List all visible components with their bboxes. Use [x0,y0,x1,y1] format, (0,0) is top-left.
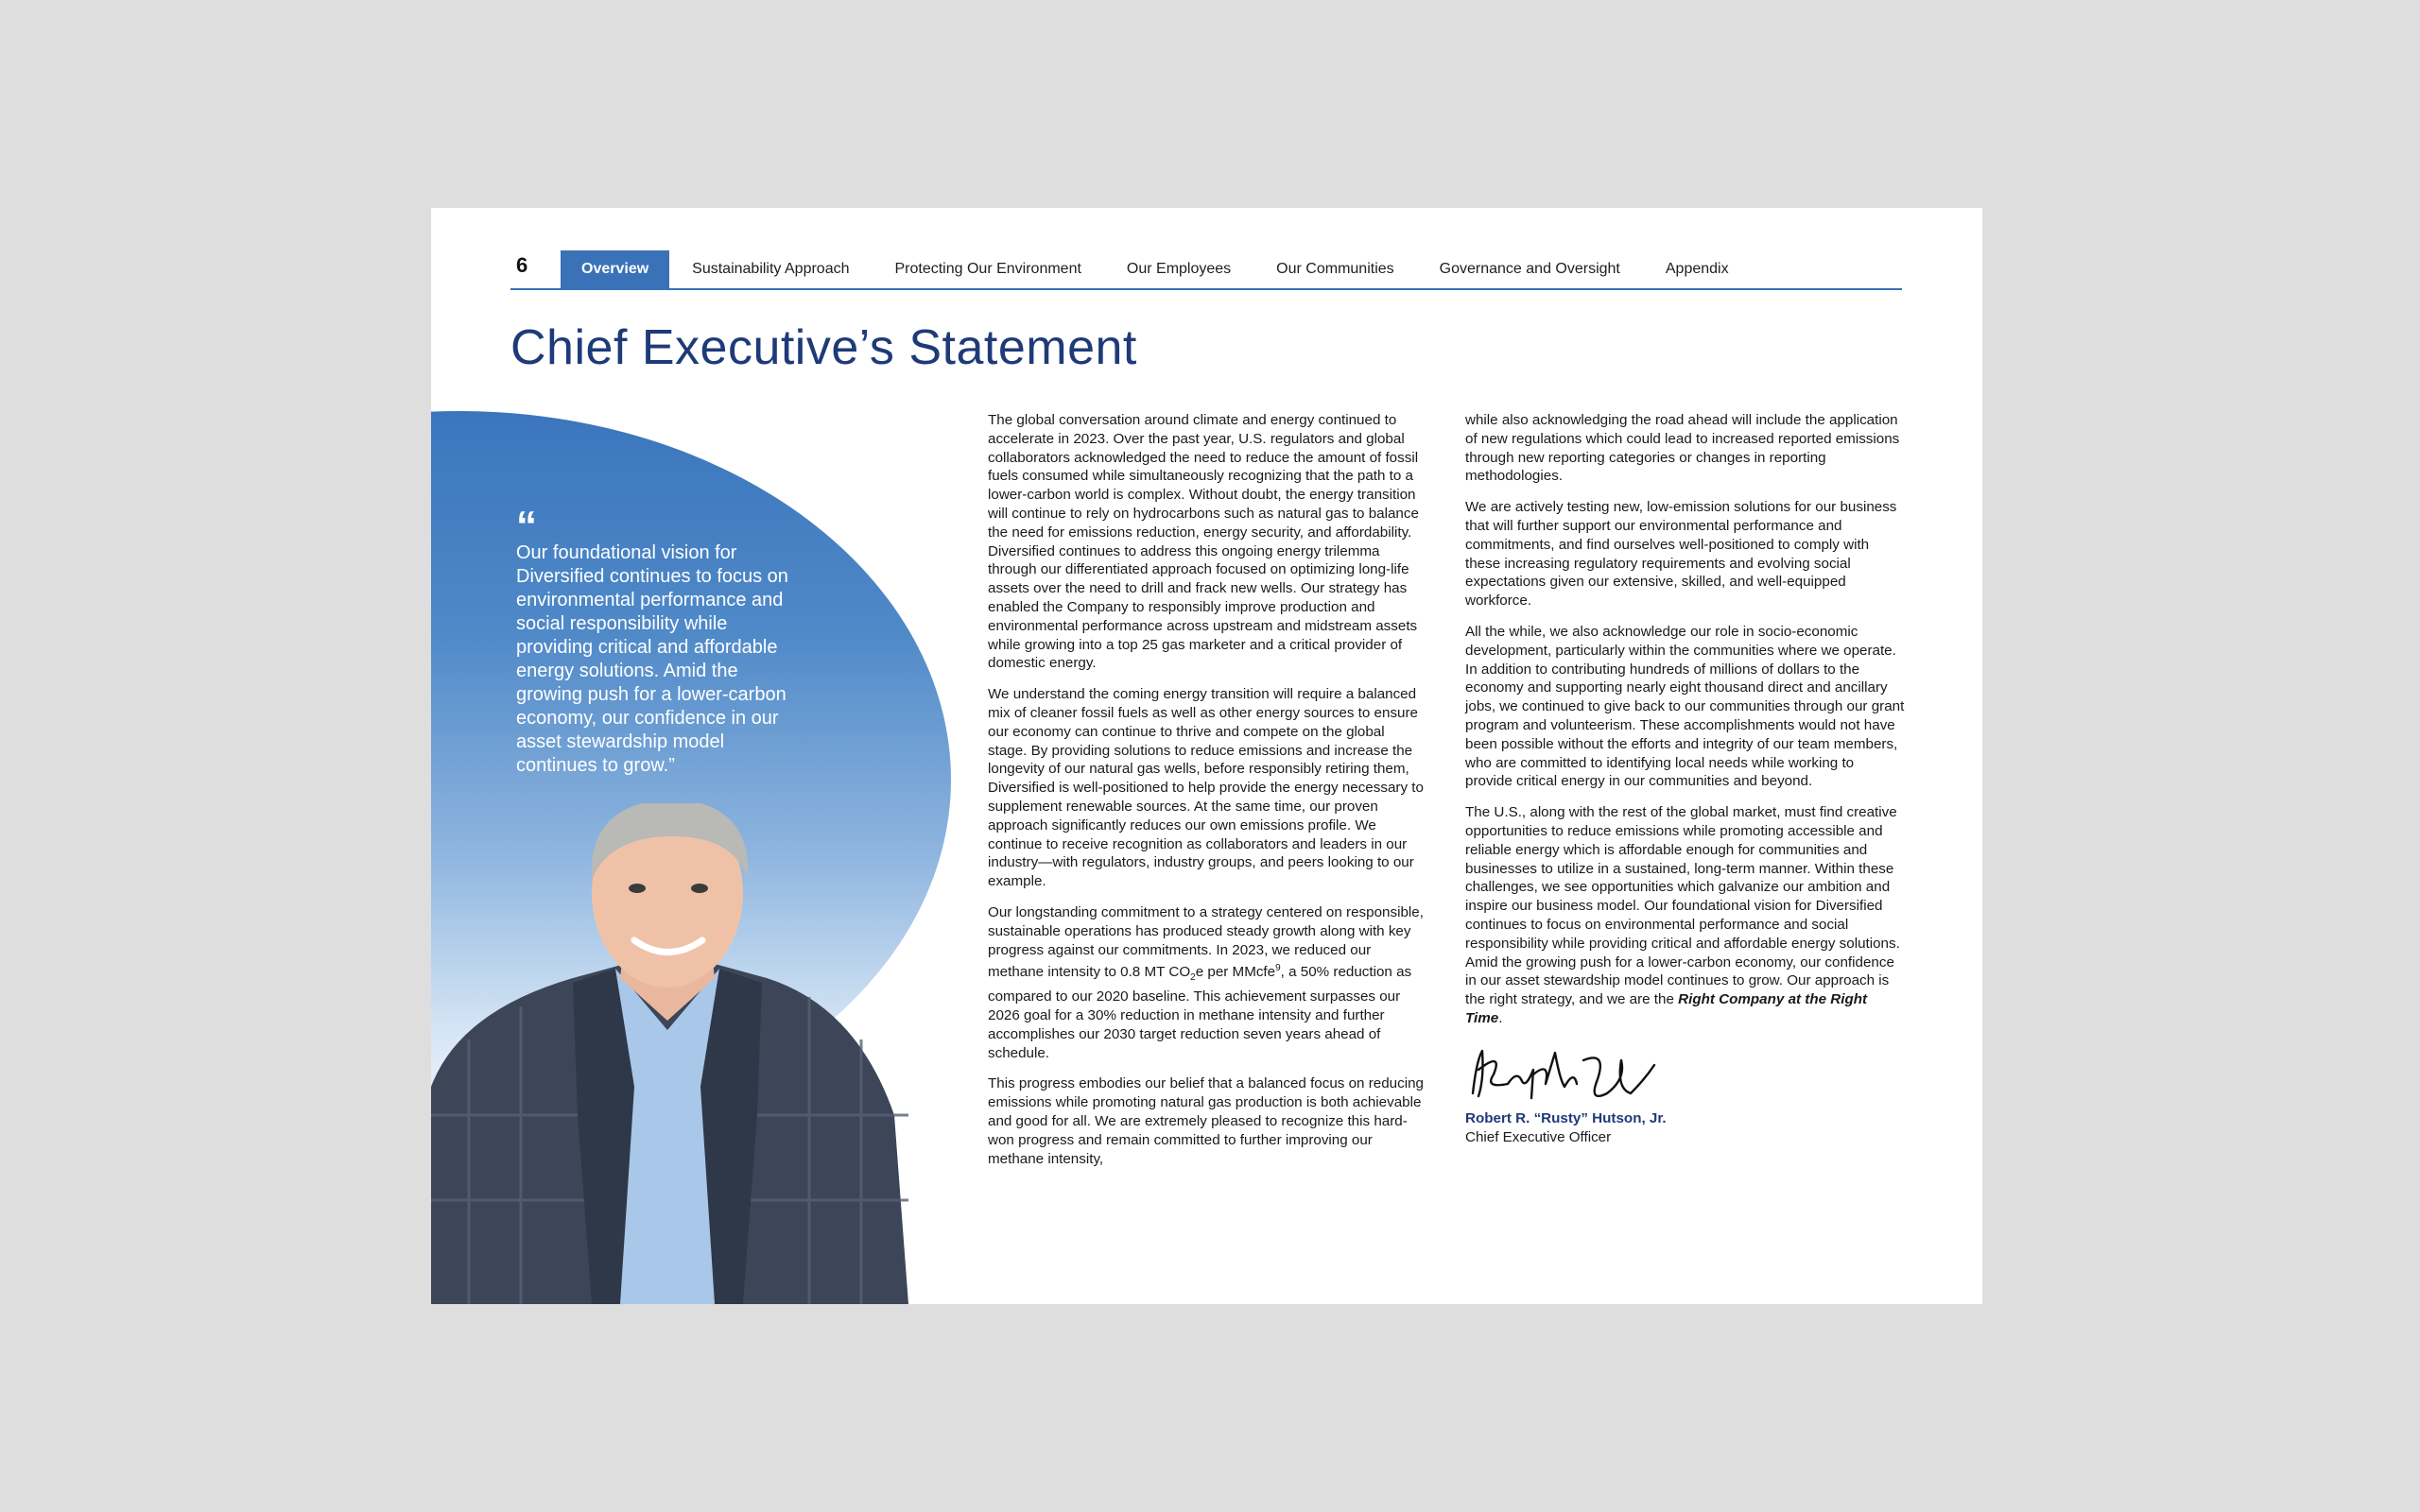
paragraph: The global conversation around climate and energy continued to accelerate in 2023. Over the past year, U.S. regulators and global collaborators acknowledged the need to reduce the amount of fossil fuels consumed while simultaneously recognizing that the path to a lower-carbon world is complex. Without doubt, the energy transition will continue to rely on hydrocarbons such as natural gas to balance the need for emissions reduction, energy security, and affordability. Diversified continues to address this ongoing energy trilemma through our differentiated approach focused on optimizing long-life assets over the need to drill and frack new wells. Our strategy has enabled the Company to responsibly improve production and environmental performance across upstream and midstream assets while growing into a top 25 gas marketer and a critical provider of domestic energy. [988,412,1419,672]
body-column-1 [988,411,1427,1180]
page-number: 6 [516,253,528,277]
tab-governance-and-oversight[interactable]: Governance and Oversight [1439,261,1620,277]
tab-overview[interactable]: Overview [561,250,669,288]
paragraph: We understand the coming energy transition will require a balanced mix of cleaner fossil fuels as well as other energy sources to ensure our economy can continue to thrive and compete on the global stage. By providing solutions to reduce emissions and increase the longevity of our natural gas wells, before responsibly retiring them, Diversified is well-positioned to help provide the energy necessary to supplement renewable sources. At the same time, our proven approach significantly reduces our own emissions profile. We continue to receive recognition as collaborators and leaders in our industry—with regulators, industry groups, and peers looking to our example. [988,686,1424,890]
signature-image [1465,1041,1664,1109]
paragraph-methane: Our longstanding commitment to a strategy centered on responsible, sustainable operations has produced steady growth along with key progress against our commitments. In 2023, we reduced our methane intensity to 0.8 MT $CO_2e$ per MMcfe$^9$, a 50% reduction as compared to our 2020 baseline. This achievement surpasses our 2026 goal for a 30% reduction in methane intensity and further accomplishes our 2030 target reduction seven years ahead of schedule. [988,903,1424,1061]
paragraph: All the while, we also acknowledge our role in socio-economic development, particularly within the communities where we operate. In addition to contributing hundreds of millions of dollars to the economy and supporting nearly eight thousand direct and ancillary jobs, we continued to give back to our communities through our grant program and volunteerism. These accomplishments would not have been possible without the efforts and integrity of our team members, who are committed to identifying local needs while working to provide critical energy in our communities and beyond. [1465,623,1905,790]
signer-name: Robert R. “Rusty” Hutson, Jr. [1465,1109,1667,1126]
page-title: Chief Executive’s Statement [510,320,1137,375]
paragraph-closing: The U.S., along with the rest of the global market, must find creative opportunities to reduce emissions while promoting accessible and reliable energy which is affordable enough for communities and businesses to utilize in a sustained, long-term manner. Within these challenges, we see opportunities which galvanize our ambition and inspire our business model. Our foundational vision for Diversified continues to focus on environmental performance and social responsibility while providing critical and affordable energy solutions. Amid the growing push for a lower-carbon economy, our confidence in our asset stewardship model continues to grow. Our approach is the right strategy, and we are the Right Company at the Right Time. [1465,804,1900,1026]
paragraph: We are actively testing new, low-emission solutions for our business that will further support our environmental performance and commitments, and find ourselves well-positioned to comply with these increasing regulatory requirements and evolving social expectations given our extensive, skilled, and well-equipped workforce. [1465,499,1897,610]
quote-mark-icon: “ [516,503,537,549]
signer-title: Chief Executive Officer [1465,1128,1612,1145]
tab-our-employees[interactable]: Our Employees [1126,261,1232,277]
ceo-portrait [431,803,923,1304]
nav-divider [510,288,1902,290]
section-nav [561,250,1752,288]
tab-our-communities[interactable]: Our Communities [1276,261,1394,277]
tab-protecting-our-environment[interactable]: Protecting Our Environment [894,261,1081,277]
pull-quote: Our foundational vision for Diversified continues to focus on environmental performance and social responsibility while providing critical and affordable energy solutions. Amid the growing push for a lower-carbon economy, our confidence in our asset stewardship model continues to grow.” [516,542,788,776]
tab-sustainability-approach[interactable]: Sustainability Approach [692,261,850,277]
body-column-2 [1465,411,1905,1146]
report-page [431,208,1982,1304]
paragraph: while also acknowledging the road ahead will include the application of new regulations which could lead to increased reported emissions through new reporting categories or changes in reporting methodologies. [1465,412,1900,485]
emphasis-right-company: Right Company at the Right Time [1465,991,1868,1026]
hero-panel [431,411,998,1304]
paragraph: This progress embodies our belief that a balanced focus on reducing emissions while promoting natural gas production is both achievable and good for all. We are extremely pleased to recognize this hard-won progress and remain committed to further improving our methane intensity, [988,1075,1424,1167]
tab-appendix[interactable]: Appendix [1665,261,1729,277]
